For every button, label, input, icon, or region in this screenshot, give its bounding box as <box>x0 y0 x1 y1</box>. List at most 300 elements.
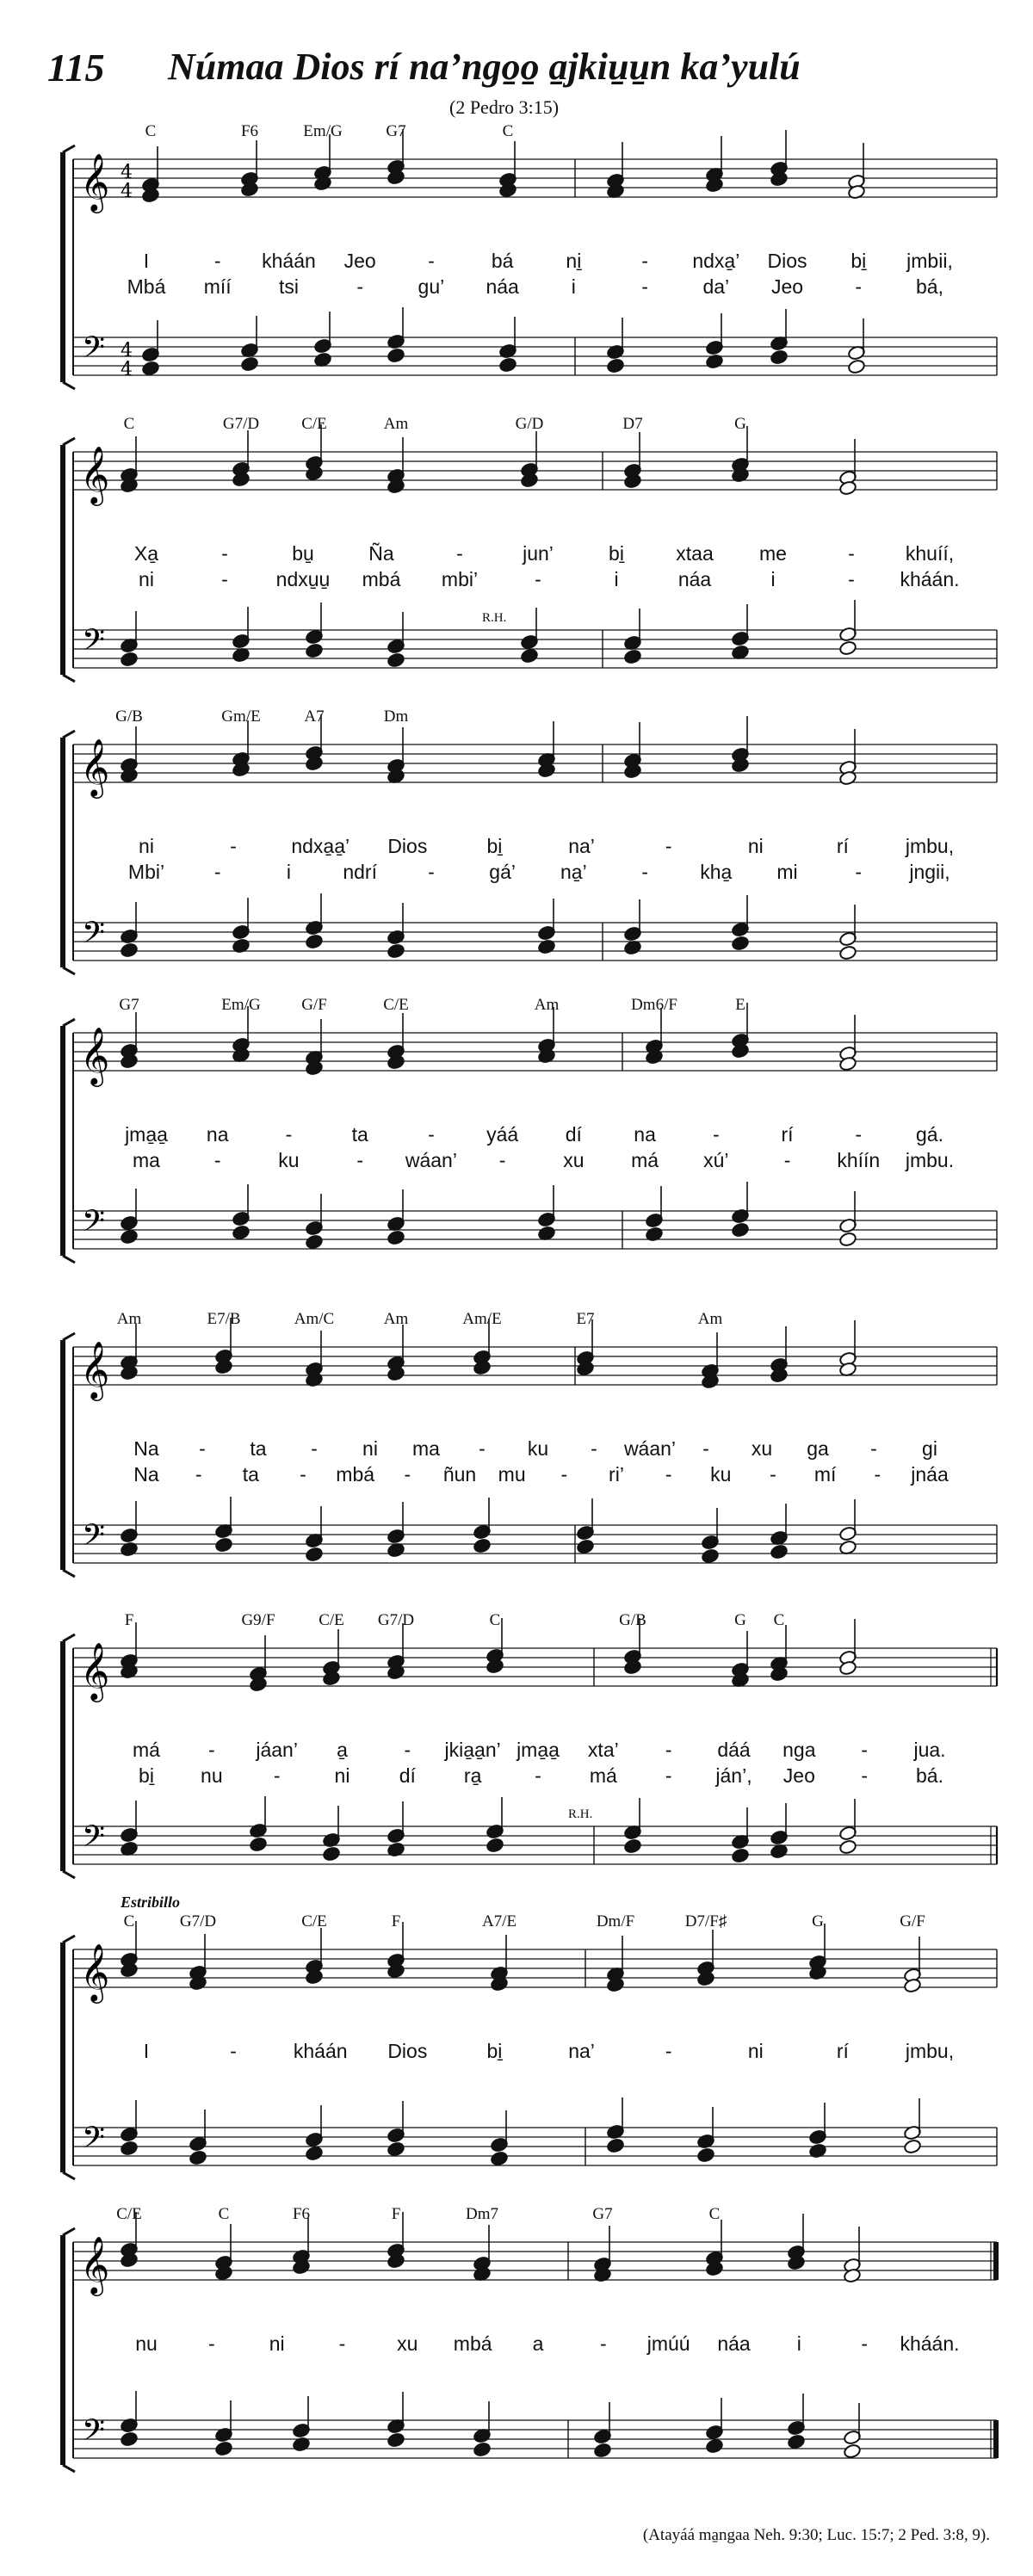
lyric-syllable: ndrí <box>343 861 377 883</box>
bass-note <box>387 2432 405 2448</box>
bass-note <box>593 2443 611 2458</box>
bass-note <box>787 2434 805 2449</box>
treble-clef: 𝄞 <box>80 1943 110 2001</box>
lyric-syllable: na’ <box>568 2040 595 2062</box>
lyric-syllable: wáan’ <box>623 1437 677 1460</box>
chord-symbol: G7 <box>592 2205 613 2223</box>
lyric-syllable: - <box>356 275 364 298</box>
chord-symbol: G <box>812 1912 824 1930</box>
lyric-syllable: ta <box>242 1463 259 1486</box>
lyric-syllable: - <box>874 1463 881 1486</box>
bass-note <box>486 1838 504 1853</box>
chord-symbol: D7 <box>622 415 643 433</box>
chord-symbol: C/E <box>383 996 409 1014</box>
bass-note <box>838 1839 857 1855</box>
lyric-syllable: xu <box>751 1437 773 1460</box>
lyric-syllable: ku <box>527 1437 549 1460</box>
lyric-syllable: xú’ <box>703 1149 729 1171</box>
bass-note <box>473 2442 491 2457</box>
chord-symbol: Am/C <box>294 1310 335 1328</box>
lyric-syllable: - <box>404 1463 411 1486</box>
system-8 <box>0 2205 1033 2496</box>
bass-note <box>770 349 788 365</box>
chord-symbol: C <box>502 122 514 140</box>
lyric-syllable: jmbu, <box>905 835 955 857</box>
chord-symbol: Am <box>116 1310 142 1328</box>
lyric-syllable: ma <box>412 1437 440 1460</box>
lyric-syllable: Dios <box>387 835 428 857</box>
bracket-hook <box>63 1634 75 1641</box>
lyric-syllable: ni <box>362 1437 378 1460</box>
lyric-syllable: - <box>199 1437 206 1460</box>
right-hand-marking: R.H. <box>568 1807 593 1821</box>
lyric-syllable: Dios <box>387 2040 428 2062</box>
lyric-syllable: ndxu̱u̱ <box>275 568 331 590</box>
bass-note <box>838 640 857 656</box>
system-7 <box>0 1893 1033 2203</box>
lyric-syllable: - <box>221 568 228 590</box>
lyric-syllable: jmbii, <box>906 250 953 272</box>
lyric-syllable: - <box>861 1764 868 1787</box>
lyric-syllable: bá. <box>916 1764 943 1787</box>
bass-clef: 𝄢 <box>82 1517 106 1560</box>
lyric-syllable: da’ <box>702 275 730 298</box>
bass-note <box>387 2141 405 2157</box>
lyric-syllable: - <box>712 1123 720 1146</box>
lyric-syllable: - <box>665 1764 672 1787</box>
lyric-syllable: - <box>273 1764 281 1787</box>
lyric-syllable: - <box>855 861 863 883</box>
section-label: Estribillo <box>121 1893 181 1911</box>
lyric-syllable: mbá <box>336 1463 375 1486</box>
bass-note <box>623 649 641 664</box>
lyric-syllable: - <box>665 835 672 857</box>
chord-symbol: Gm/E <box>221 707 261 726</box>
lyric-syllable: bi̱ <box>609 542 624 565</box>
bass-note <box>847 359 865 374</box>
lyric-syllable: ni <box>139 568 154 590</box>
staff-system <box>0 714 1033 998</box>
time-signature: 4 <box>121 162 133 183</box>
bass-note <box>189 2150 207 2165</box>
lyric-syllable: - <box>665 1739 672 1761</box>
chord-symbol: F <box>391 1912 401 1930</box>
system-4 <box>0 996 1033 1287</box>
chord-symbol: G/F <box>301 996 327 1014</box>
lyric-syllable: i <box>614 568 619 590</box>
lyric-syllable: ma <box>133 1149 160 1171</box>
lyric-syllable: - <box>665 2040 672 2062</box>
bass-note <box>838 1232 857 1247</box>
chord-symbol: C <box>773 1611 785 1629</box>
lyric-syllable: - <box>311 1437 318 1460</box>
lyric-syllable: kháán <box>262 250 316 272</box>
hymn-number: 115 <box>47 46 105 90</box>
lyric-syllable: I <box>143 2040 150 2062</box>
lyric-syllable: gá’ <box>489 861 516 883</box>
chord-symbol: C <box>218 2205 230 2223</box>
lyric-syllable: ni <box>334 1764 350 1787</box>
lyric-syllable: Jeo <box>770 275 804 298</box>
lyric-syllable: jma̱a̱ <box>516 1739 560 1761</box>
lyric-syllable: - <box>535 1764 541 1787</box>
lyric-syllable: ni <box>139 835 154 857</box>
system-6 <box>0 1611 1033 1902</box>
lyric-syllable: a̱ <box>337 1739 348 1761</box>
bass-note <box>305 643 323 658</box>
bass-note <box>305 1547 323 1562</box>
lyric-syllable: - <box>428 861 435 883</box>
lyric-syllable: - <box>213 250 221 272</box>
bass-note <box>214 1537 232 1553</box>
lyric-syllable: mbá <box>453 2332 492 2355</box>
treble-clef: 𝄞 <box>80 2235 110 2294</box>
lyric-syllable: nu <box>135 2332 158 2355</box>
lyric-syllable: Dios <box>767 250 807 272</box>
lyric-syllable: - <box>665 1463 672 1486</box>
lyric-syllable: bu̱ <box>292 542 314 565</box>
lyric-syllable: na̱’ <box>560 861 587 883</box>
time-signature: 4 <box>121 359 133 380</box>
bracket-hook <box>63 1019 75 1026</box>
lyric-syllable: ndxa̱’ <box>692 250 740 272</box>
bass-note <box>701 1548 719 1564</box>
lyric-syllable: xu <box>563 1149 585 1171</box>
lyric-syllable: - <box>855 1123 863 1146</box>
chord-symbol: Am/E <box>462 1310 502 1328</box>
lyric-syllable: - <box>783 1149 791 1171</box>
lyric-syllable: Mbi’ <box>127 861 165 883</box>
lyric-syllable: - <box>285 1123 293 1146</box>
chord-symbol: C <box>123 415 135 433</box>
chord-symbol: Dm6/F <box>631 996 677 1014</box>
lyric-syllable: na <box>206 1123 229 1146</box>
lyric-syllable: bi̱ <box>486 835 503 857</box>
lyric-syllable: - <box>356 1149 364 1171</box>
staff-system <box>0 1919 1033 2203</box>
lyric-syllable: - <box>338 2332 346 2355</box>
lyric-syllable: Jeo <box>343 250 376 272</box>
chord-symbol: Am <box>383 1310 409 1328</box>
lyric-syllable: - <box>560 1463 568 1486</box>
chord-symbol: A7/E <box>481 1912 517 1930</box>
lyric-syllable: khíín <box>837 1149 881 1171</box>
chord-symbol: C <box>123 1912 135 1930</box>
lyric-syllable: jmbu, <box>905 2040 955 2062</box>
bass-note <box>731 1848 749 1863</box>
chord-symbol: Dm/F <box>596 1912 635 1930</box>
right-hand-marking: R.H. <box>482 611 507 625</box>
footer-references: (Atayáá ma̱ngaa Neh. 9:30; Luc. 15:7; 2 Ped. 3:8, 9). <box>642 2526 990 2544</box>
lyric-syllable: - <box>535 568 541 590</box>
bracket-hook <box>63 675 75 682</box>
treble-clef: 𝄞 <box>80 445 110 503</box>
bass-note <box>305 2146 323 2161</box>
lyric-syllable: ta <box>250 1437 267 1460</box>
chord-symbol: F6 <box>292 2205 311 2223</box>
lyric-syllable: - <box>848 568 855 590</box>
time-signature: 4 <box>121 181 133 202</box>
bass-note <box>903 2139 921 2154</box>
lyric-syllable: - <box>456 542 463 565</box>
lyric-syllable: má <box>631 1149 659 1171</box>
bass-note <box>498 357 516 373</box>
bass-note <box>120 2140 138 2156</box>
lyric-syllable: jmúú <box>646 2332 690 2355</box>
bass-note <box>305 934 323 949</box>
lyric-syllable: - <box>230 2040 237 2062</box>
lyric-syllable: bi̱ <box>486 2040 503 2062</box>
lyric-syllable: i <box>571 275 576 298</box>
chord-symbol: C/E <box>116 2205 142 2223</box>
treble-clef: 𝄞 <box>80 1026 110 1084</box>
chord-symbol: G7/D <box>377 1611 415 1629</box>
lyric-syllable: jua. <box>913 1739 946 1761</box>
lyric-syllable: bá, <box>916 275 943 298</box>
chord-symbol: Am <box>697 1310 723 1328</box>
lyric-syllable: - <box>770 1463 776 1486</box>
bracket-hook <box>63 382 75 389</box>
lyric-syllable: xta’ <box>587 1739 619 1761</box>
chord-symbol: F6 <box>240 122 259 140</box>
bass-note <box>838 945 857 961</box>
lyric-syllable: ra̱ <box>463 1764 482 1787</box>
bass-note <box>623 1838 641 1854</box>
chord-symbol: Em/G <box>303 122 343 140</box>
time-signature: 4 <box>121 340 133 361</box>
chord-symbol: Am <box>534 996 560 1014</box>
lyric-syllable: ta <box>351 1123 368 1146</box>
lyric-syllable: - <box>230 835 237 857</box>
chord-symbol: G/B <box>115 707 143 726</box>
lyric-syllable: - <box>213 1149 221 1171</box>
bracket-hook <box>63 1570 75 1577</box>
lyric-syllable: tsi <box>278 275 299 298</box>
bass-clef: 𝄢 <box>82 1203 106 1245</box>
lyric-syllable: khuíí, <box>905 542 955 565</box>
treble-clef: 𝄞 <box>80 152 110 211</box>
lyric-syllable: na’ <box>568 835 595 857</box>
chord-symbol: C/E <box>301 415 327 433</box>
lyric-syllable: náa <box>677 568 712 590</box>
bass-note <box>606 358 624 374</box>
lyric-syllable: jma̱a̱ <box>125 1123 168 1146</box>
bass-note <box>770 1544 788 1560</box>
bracket-hook <box>63 1256 75 1263</box>
lyric-syllable: kháán <box>293 2040 348 2062</box>
lyric-syllable: ñun <box>442 1463 477 1486</box>
bass-note <box>843 2443 861 2459</box>
lyric-syllable: - <box>300 1463 306 1486</box>
lyric-syllable: mu <box>498 1463 526 1486</box>
lyric-syllable: náa <box>486 275 519 298</box>
bass-note <box>120 1229 138 1245</box>
bass-clef: 𝄢 <box>82 2120 106 2162</box>
bass-note <box>473 1538 491 1554</box>
lyric-syllable: - <box>498 1149 506 1171</box>
lyric-syllable: gi <box>922 1437 937 1460</box>
lyric-syllable: rí <box>836 835 849 857</box>
bass-note <box>606 2138 624 2153</box>
bass-note <box>141 361 159 376</box>
chord-symbol: E7/B <box>207 1310 241 1328</box>
bass-note <box>705 2438 723 2454</box>
bracket-hook <box>63 145 75 152</box>
lyric-syllable: - <box>855 275 863 298</box>
lyric-syllable: - <box>404 1739 411 1761</box>
chord-symbol: D7/F♯ <box>684 1912 727 1930</box>
bass-note <box>249 1837 267 1852</box>
chord-symbol: G7/D <box>222 415 260 433</box>
lyric-syllable: bá <box>491 250 514 272</box>
chord-symbol: C/E <box>301 1912 327 1930</box>
lyric-syllable: - <box>641 250 648 272</box>
lyric-syllable: Xa̱ <box>133 542 159 565</box>
lyric-syllable: - <box>641 275 648 298</box>
bracket-hook <box>63 2228 75 2235</box>
lyric-syllable: ndxa̱a̱’ <box>291 835 350 857</box>
bass-note <box>576 1539 594 1554</box>
chord-symbol: G/D <box>515 415 544 433</box>
bracket-hook <box>63 2172 75 2179</box>
lyric-syllable: - <box>207 2332 215 2355</box>
chord-symbol: C <box>489 1611 501 1629</box>
hymn-title: Númaa Dios rí na’ngo̱o̱ a̱jkiu̱u̱n ka’yulú <box>168 46 801 88</box>
bass-note <box>520 648 538 664</box>
bass-note <box>490 2151 508 2166</box>
bracket-hook <box>63 438 75 445</box>
lyric-syllable: bi̱ <box>139 1764 154 1787</box>
lyric-syllable: mbá <box>362 568 401 590</box>
chord-symbol: G <box>734 415 746 433</box>
lyric-syllable: jáan’ <box>256 1739 298 1761</box>
chord-symbol: G7 <box>119 996 139 1014</box>
lyric-syllable: mí <box>813 1463 837 1486</box>
bass-note <box>387 652 405 668</box>
lyric-syllable: - <box>599 2332 607 2355</box>
treble-clef: 𝄞 <box>80 1641 110 1700</box>
lyric-syllable: yáá <box>486 1123 519 1146</box>
bass-note <box>120 942 138 958</box>
lyric-syllable: ga <box>807 1437 829 1460</box>
lyric-syllable: jngii, <box>909 861 950 883</box>
treble-clef: 𝄞 <box>80 738 110 796</box>
bass-note <box>387 943 405 959</box>
chord-symbol: G <box>734 1611 746 1629</box>
chord-symbol: G7 <box>386 122 406 140</box>
lyric-syllable: - <box>861 1739 868 1761</box>
chord-symbol: G/B <box>619 1611 646 1629</box>
chord-symbol: F <box>124 1611 134 1629</box>
bass-note <box>731 1222 749 1238</box>
lyric-syllable: - <box>861 2332 868 2355</box>
bass-note <box>240 356 258 372</box>
bass-note <box>731 936 749 951</box>
lyric-syllable: kháán. <box>900 568 960 590</box>
bass-note <box>696 2147 714 2163</box>
chord-symbol: E <box>735 996 745 1014</box>
bass-note <box>387 1230 405 1245</box>
lyric-syllable: a <box>532 2332 544 2355</box>
lyric-syllable: - <box>207 1739 215 1761</box>
bass-clef: 𝄢 <box>82 1819 106 1861</box>
lyric-syllable: - <box>848 542 855 565</box>
lyric-syllable: kha̱ <box>700 861 733 883</box>
lyric-syllable: gá. <box>916 1123 943 1146</box>
bass-note <box>214 2441 232 2456</box>
lyric-syllable: má <box>133 1739 160 1761</box>
chord-symbol: G9/F <box>241 1611 275 1629</box>
bass-clef: 𝄢 <box>82 2412 106 2455</box>
lyric-syllable: xu <box>397 2332 418 2355</box>
bracket-hook <box>63 2465 75 2472</box>
system-1 <box>0 122 1033 413</box>
lyric-syllable: míí <box>203 275 232 298</box>
bass-note <box>322 1846 340 1862</box>
lyric-syllable: jkia̱a̱n’ <box>444 1739 501 1761</box>
chord-symbol: C <box>708 2205 721 2223</box>
bass-note <box>120 2431 138 2447</box>
system-3 <box>0 707 1033 998</box>
bass-note <box>387 348 405 363</box>
lyric-syllable: - <box>428 250 435 272</box>
lyric-syllable: - <box>195 1463 202 1486</box>
lyric-syllable: xtaa <box>676 542 714 565</box>
bass-note <box>232 1225 250 1240</box>
lyric-syllable: jnáa <box>911 1463 949 1486</box>
lyric-syllable: ni̱ <box>566 250 582 272</box>
lyric-syllable: - <box>213 861 221 883</box>
chord-symbol: G7/D <box>179 1912 217 1930</box>
lyric-syllable: bi̱ <box>851 250 867 272</box>
lyric-syllable: - <box>870 1437 877 1460</box>
lyric-syllable: má <box>589 1764 617 1787</box>
lyric-syllable: Ña <box>368 542 394 565</box>
lyric-syllable: Jeo <box>782 1764 815 1787</box>
chord-symbol: Dm <box>383 707 409 726</box>
lyric-syllable: ni <box>269 2332 285 2355</box>
lyric-syllable: - <box>221 542 228 565</box>
chord-symbol: G/F <box>900 1912 925 1930</box>
lyric-syllable: Na <box>133 1437 159 1460</box>
system-2 <box>0 415 1033 706</box>
lyric-syllable: me <box>759 542 787 565</box>
staff-system <box>0 129 1033 413</box>
chord-symbol: Dm7 <box>466 2205 498 2223</box>
lyric-syllable: wáan’ <box>405 1149 457 1171</box>
lyric-syllable: kháán. <box>900 2332 960 2355</box>
lyric-syllable: I <box>143 250 150 272</box>
lyric-syllable: gu’ <box>418 275 445 298</box>
lyric-syllable: ku <box>278 1149 300 1171</box>
lyric-syllable: jun’ <box>523 542 554 565</box>
treble-clef: 𝄞 <box>80 1340 110 1399</box>
lyric-syllable: dí <box>565 1123 582 1146</box>
lyric-syllable: ján’, <box>715 1764 752 1787</box>
scripture-reference: (2 Pedro 3:15) <box>449 96 560 118</box>
lyric-syllable: ni <box>747 835 764 857</box>
chord-symbol: Am <box>383 415 409 433</box>
lyric-syllable: ni <box>747 2040 764 2062</box>
lyric-syllable: dáá <box>717 1739 751 1761</box>
lyric-syllable: jmbu. <box>905 1149 955 1171</box>
chord-symbol: F <box>391 2205 401 2223</box>
bass-clef: 𝄢 <box>82 330 106 372</box>
lyric-syllable: - <box>641 861 648 883</box>
lyric-syllable: náa <box>717 2332 751 2355</box>
bracket-hook <box>63 1936 75 1943</box>
lyric-syllable: nga <box>782 1739 816 1761</box>
